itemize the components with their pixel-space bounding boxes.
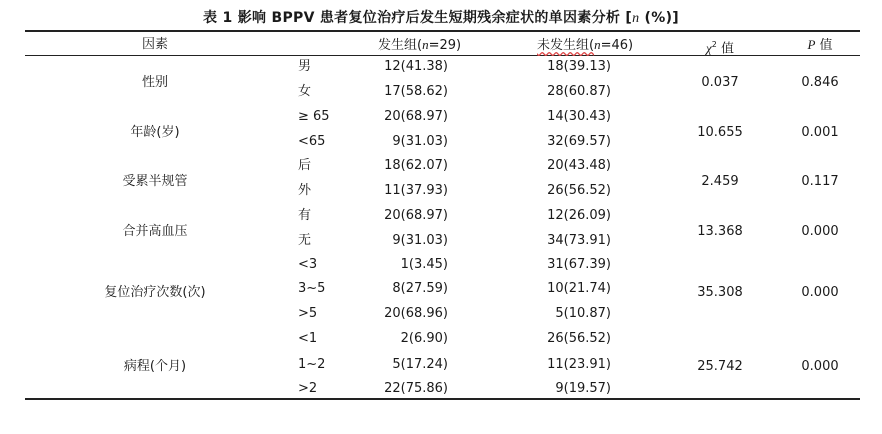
factor-label: 性别 [141,74,168,90]
level-label: 男 [298,59,312,74]
group-b-value: 32(69.57) [547,134,611,149]
group-b-value: 5(10.87) [555,306,611,321]
group-a-value: 18(62.07) [384,158,448,173]
level-label: ≥ 65 [298,109,330,124]
table-caption [0,7,882,27]
group-b-value: 26(56.52) [547,331,611,346]
header-group-a-prefix: 发生组( [378,38,423,53]
group-a-value: 5(17.24) [392,357,448,372]
group-b-value: 26(56.52) [547,183,611,198]
group-b-value: 28(60.87) [547,84,611,99]
caption-prefix: 表 1 影响 BPPV 患者复位治疗后发生短期残余症状的单因素分析 [ [203,10,633,26]
group-b-value: 12(26.09) [547,208,611,223]
group-a-value: 11(37.93) [384,183,448,198]
group-a-value: 9(31.03) [392,233,448,248]
group-a-value: 1(3.45) [400,257,448,272]
group-a-value: 8(27.59) [392,281,448,296]
group-a-value: 20(68.97) [384,109,448,124]
level-label: <65 [298,134,326,149]
header-factor: 因素 [141,37,168,52]
level-label: <1 [298,331,318,346]
caption-n: n [632,11,640,26]
level-label: 有 [298,208,312,223]
level-label: 外 [298,183,312,198]
factor-label: 复位治疗次数(次) [104,284,206,300]
header-chi-label: 值 [716,41,734,57]
group-a-value: 12(41.38) [384,59,448,74]
group-b-value: 34(73.91) [547,233,611,248]
header-group-a [378,37,461,54]
group-b-value: 14(30.43) [547,109,611,124]
factor-label: 病程(个月) [123,359,187,374]
factor-label: 受累半规管 [122,173,188,189]
group-b-value: 9(19.57) [555,381,611,396]
p-value: 0.117 [801,173,839,189]
group-b-value: 10(21.74) [547,281,611,296]
header-group-b-prefix: 未发生组( [537,38,595,53]
group-b-value: 18(39.13) [547,59,611,74]
header-group-a-suffix: =29) [428,38,462,53]
chi-value: 13.368 [697,223,743,239]
factor-label: 年龄(岁) [130,124,180,140]
chi-value: 2.459 [701,173,739,189]
header-p [790,37,850,54]
group-a-value: 22(75.86) [384,381,448,396]
group-b-value: 20(43.48) [547,158,611,173]
chi-value: 25.742 [697,359,743,374]
level-label: >5 [298,306,318,321]
header-chi-symbol: χ [706,40,712,56]
chi-value: 35.308 [697,284,743,300]
factor-label: 合并高血压 [122,223,188,239]
level-label: 1~2 [298,357,326,372]
top-rule [25,30,860,32]
level-label: 后 [298,158,312,173]
chi-value: 10.655 [697,124,743,140]
chi-value: 0.037 [701,74,739,90]
group-a-value: 9(31.03) [392,134,448,149]
level-label: 3~5 [298,281,326,296]
group-a-value: 2(6.90) [400,331,448,346]
p-value: 0.000 [801,223,839,239]
header-p-symbol: P [807,37,816,52]
level-label: 无 [298,233,312,248]
bottom-rule [25,398,860,400]
p-value: 0.846 [801,74,839,90]
group-b-value: 11(23.91) [547,357,611,372]
header-group-a-n: n [422,37,429,52]
level-label: <3 [298,257,318,272]
header-group-b [537,37,633,54]
header-p-label: 值 [815,38,833,53]
header-group-b-suffix: =46) [600,38,634,53]
caption-suffix: (%)] [639,10,679,26]
header-group-b-n: n [594,37,601,52]
group-a-value: 20(68.96) [384,306,448,321]
p-value: 0.001 [801,124,839,140]
level-label: 女 [298,84,312,99]
level-label: >2 [298,381,318,396]
group-a-value: 20(68.97) [384,208,448,223]
p-value: 0.000 [801,284,839,300]
header-chi-sup: 2 [711,40,717,49]
group-a-value: 17(58.62) [384,84,448,99]
group-b-value: 31(67.39) [547,257,611,272]
p-value: 0.000 [801,359,839,374]
header-chi [690,37,750,57]
